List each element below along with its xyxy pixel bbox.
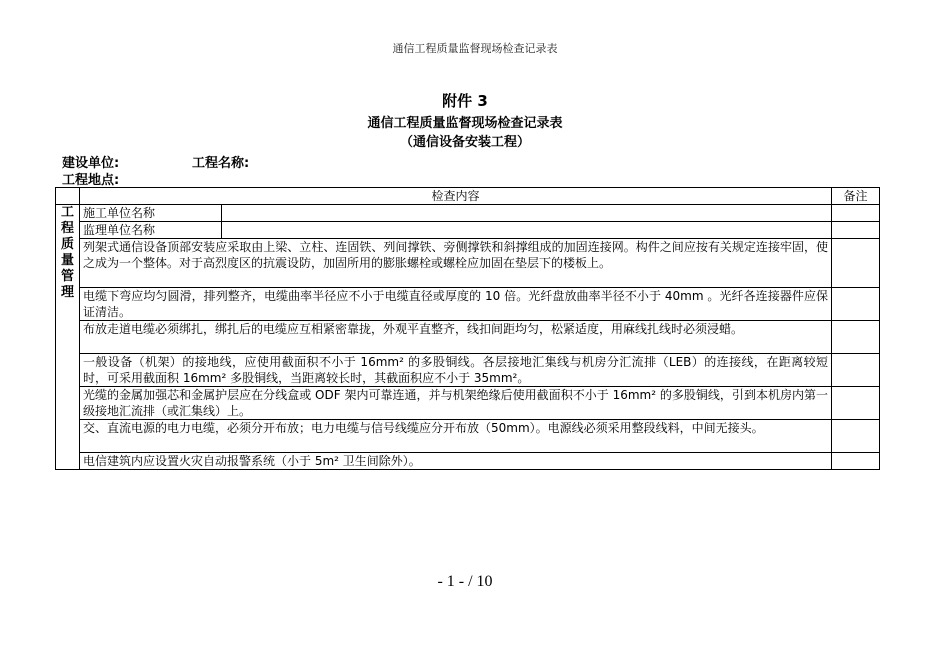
check-item-cell: 一般设备（机架）的接地线，应使用截面积不小于 16mm² 的多股铜线。各层接地汇集线与机房分汇流排（LEB）的连接线，在距离较短时，可采用截面积 16mm² 多股铜线，当距离较长时，其截面积应不小于 35mm²。 — [80, 354, 832, 387]
remark-cell — [832, 239, 880, 288]
page-number: - 1 - / 10 — [437, 573, 493, 590]
table-row — [56, 222, 880, 239]
remark-cell — [832, 205, 880, 222]
remark-cell — [832, 420, 880, 453]
check-item-cell: 交、直流电源的电力电缆，必须分开布放；电力电缆与信号线缆应分开布放（50mm）。电源线必须采用整段线料，中间无接头。 — [80, 420, 832, 453]
table-row — [56, 205, 880, 222]
remark-cell — [832, 453, 880, 470]
remark-cell — [832, 387, 880, 420]
remark-cell — [832, 321, 880, 354]
table-row — [56, 321, 880, 354]
check-item-cell: 电缆下弯应均匀圆滑，排列整齐，电缆曲率半径应不小于电缆直径或厚度的 10 倍。光纤盘放曲率半径不小于 40mm 。光纤各连接器件应保证清洁。 — [80, 288, 832, 321]
header-content-cell: 检查内容 — [80, 188, 832, 205]
table-row — [56, 239, 880, 288]
check-item-cell: 列架式通信设备顶部安装应采取由上梁、立柱、连固铁、列间撑铁、旁侧撑铁和斜撑组成的加固连接网。构件之间应按有关规定连接牢固，使之成为一个整体。对于高烈度区的抗震设防，加固所用的膨胀螺栓或螺栓应加固在垫层下的楼板上。 — [80, 239, 832, 288]
table-row — [56, 453, 880, 470]
construction-unit-label-cell: 施工单位名称 — [80, 205, 222, 222]
construction-unit-field: 建设单位: — [62, 156, 120, 171]
side-label-char: 管 — [60, 269, 74, 284]
side-category-label — [56, 205, 80, 470]
side-label-char: 工 — [60, 205, 74, 220]
table-header-row — [56, 188, 880, 205]
attachment-label: 附件 3 — [442, 92, 488, 110]
side-label-char: 程 — [60, 221, 74, 236]
table-row — [56, 387, 880, 420]
project-location-field: 工程地点: — [62, 173, 120, 188]
side-label-char: 理 — [60, 285, 74, 300]
check-item-cell: 电信建筑内应设置火灾自动报警系统（小于 5m² 卫生间除外）。 — [80, 453, 832, 470]
remark-cell — [832, 288, 880, 321]
remark-cell — [832, 222, 880, 239]
page-title: 通信工程质量监督现场检查记录表 — [367, 116, 563, 131]
remark-cell — [832, 354, 880, 387]
header-corner-cell — [56, 188, 80, 205]
header-remarks-cell: 备注 — [832, 188, 880, 205]
supervision-unit-value-cell — [222, 222, 832, 239]
check-item-cell: 布放走道电缆必须绑扎，绑扎后的电缆应互相紧密靠拢，外观平直整齐，线扣间距均匀，松紧适度，用麻线扎线时必须浸蜡。 — [80, 321, 832, 354]
table-row — [56, 288, 880, 321]
construction-unit-value-cell — [222, 205, 832, 222]
table-row — [56, 354, 880, 387]
inspection-table — [55, 187, 880, 470]
page-subtitle: （通信设备安装工程） — [399, 135, 530, 150]
check-item-cell: 光缆的金属加强芯和金属护层应在分线盒或 ODF 架内可靠连通，并与机架绝缘后使用截面积不小于 16mm² 的多股铜线，引到本机房内第一级接地汇流排（或汇集线）上。 — [80, 387, 832, 420]
running-header: 通信工程质量监督现场检查记录表 — [392, 42, 558, 55]
project-name-field: 工程名称: — [192, 156, 250, 171]
side-label-char: 质 — [60, 237, 74, 252]
side-label-char: 量 — [60, 253, 74, 268]
table-row — [56, 420, 880, 453]
supervision-unit-label-cell: 监理单位名称 — [80, 222, 222, 239]
